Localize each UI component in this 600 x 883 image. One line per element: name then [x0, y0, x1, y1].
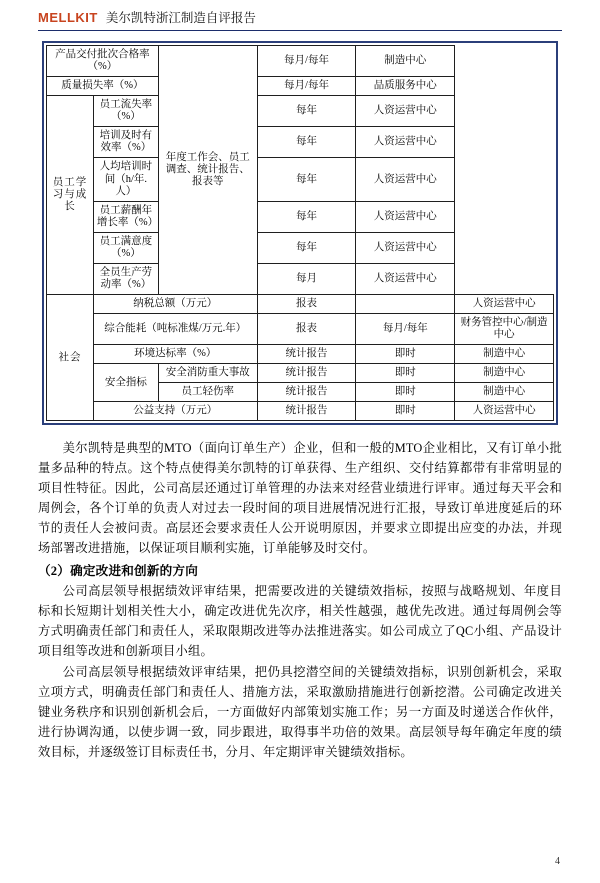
frequency: 每年 — [257, 201, 356, 232]
kpi-table — [46, 45, 554, 421]
indicator-name: 安全消防重大事故 — [158, 364, 257, 383]
indicator-name: 质量损失率（%） — [47, 77, 159, 96]
indicator-name: 员工薪酬年增长率（%） — [93, 201, 158, 232]
frequency: 每年 — [257, 96, 356, 127]
table-row — [47, 158, 554, 201]
indicator-name: 员工满意度（%） — [93, 232, 158, 263]
paragraph-mto: 美尔凯特是典型的MTO（面向订单生产）企业，但和一般的MTO企业相比，又有订单小批量多品种的特点。这个特点使得美尔凯特的订单获得、生产组织、交付结算都带有非常明显的项目性特征。因此，公司高层还通过订单管理的办法来对经营业绩进行评审。通过每天平会和周例会，各个订单的负责人对过去一段时间的项目进展情况进行汇报，导致订单进度延后的环节的责任人会被问责。高层还会要求责任人公开说明原因，并要求立即提出应变的办法，并现场部署改进措施，以保证项目顺利实施，订单能够及时交付。 — [38, 441, 562, 555]
data-source: 统计报告 — [257, 345, 356, 364]
department: 人资运营中心 — [455, 402, 554, 421]
frequency — [356, 295, 455, 314]
paragraph-innovation: 公司高层领导根据绩效评审结果，把仍具挖潜空间的关键绩效指标，识别创新机会，采取立项方式，明确责任部门和责任人、措施方法，采取激励措施进行创新挖潜。公司确定改进关键业务秩序和识别创新机会后，一方面做好内部策划实施工作；另一方面及时递送合作伙伴，进行协调沟通，以使步调一致，同步跟进，取得事半功倍的效果。高层领导每年确定年度的绩效目标，并逐级签订目标责任书，分月、年定期评审关键绩效指标。 — [38, 664, 562, 759]
department: 人资运营中心 — [356, 96, 455, 127]
indicator-name: 纳税总额（万元） — [93, 295, 257, 314]
indicator-name: 员工轻伤率 — [158, 383, 257, 402]
department: 制造中心 — [455, 383, 554, 402]
table-row — [47, 201, 554, 232]
frequency: 即时 — [356, 345, 455, 364]
frequency: 每月/每年 — [257, 46, 356, 77]
indicator-name: 综合能耗（吨标准煤/万元.年） — [93, 314, 257, 345]
table-row — [47, 295, 554, 314]
department: 制造中心 — [455, 345, 554, 364]
department: 人资运营中心 — [356, 158, 455, 201]
department: 人资运营中心 — [356, 127, 455, 158]
table-row — [47, 263, 554, 294]
indicator-name: 全员生产劳动率（%） — [93, 263, 158, 294]
frequency: 每年 — [257, 158, 356, 201]
document-header — [38, 0, 562, 31]
indicator-name: 人均培训时间（h/年.人） — [93, 158, 158, 201]
department: 人资运营中心 — [455, 295, 554, 314]
paragraph-improvement: 公司高层领导根据绩效评审结果，把需要改进的关键绩效指标，按照与战略规划、年度目标和长短期计划相关性大小，确定改进优先次序，相关性越强，越优先改进。通过每周例会等方式明确责任部门和责任人，采取限期改进等办法推进落实。如公司成立了QC小组、产品设计项目组等改进和创新项目小组。 — [38, 584, 562, 658]
frequency: 每年 — [257, 232, 356, 263]
table-row — [47, 77, 554, 96]
indicator-name: 公益支持（万元） — [93, 402, 257, 421]
page-number: 4 — [555, 856, 560, 867]
department: 财务管控中心/制造中心 — [455, 314, 554, 345]
table-row — [47, 402, 554, 421]
table-row — [47, 232, 554, 263]
data-source: 统计报告 — [257, 364, 356, 383]
kpi-table-container — [42, 41, 558, 425]
department: 品质服务中心 — [356, 77, 455, 96]
department: 人资运营中心 — [356, 201, 455, 232]
data-source: 报表 — [257, 295, 356, 314]
table-row — [47, 127, 554, 158]
frequency: 即时 — [356, 402, 455, 421]
indicator-name: 产品交付批次合格率（%） — [47, 46, 159, 77]
frequency: 即时 — [356, 383, 455, 402]
table-row — [47, 314, 554, 345]
frequency: 即时 — [356, 364, 455, 383]
section-heading: （2）确定改进和创新的方向 — [38, 563, 199, 578]
indicator-name: 环境达标率（%） — [93, 345, 257, 364]
frequency: 每月/每年 — [356, 314, 455, 345]
frequency: 每月/每年 — [257, 77, 356, 96]
brand-logo: MELLKIT — [38, 10, 98, 25]
document-title: 美尔凯特浙江制造自评报告 — [105, 11, 256, 25]
department: 制造中心 — [356, 46, 455, 77]
table-row — [47, 364, 554, 383]
frequency: 每月 — [257, 263, 356, 294]
table-row — [47, 345, 554, 364]
data-source: 年度工作会、员工调查、统计报告、报表等 — [158, 46, 257, 295]
kpi-table-body — [47, 46, 554, 421]
category-label: 员工学习与成长 — [47, 96, 94, 295]
department: 制造中心 — [455, 364, 554, 383]
category-label: 社会 — [47, 295, 94, 421]
data-source: 报表 — [257, 314, 356, 345]
indicator-name: 培训及时有效率（%） — [93, 127, 158, 158]
indicator-name: 员工流失率（%） — [93, 96, 158, 127]
data-source: 统计报告 — [257, 383, 356, 402]
subcategory-label: 安全指标 — [93, 364, 158, 402]
department: 人资运营中心 — [356, 263, 455, 294]
frequency: 每年 — [257, 127, 356, 158]
department: 人资运营中心 — [356, 232, 455, 263]
table-row — [47, 46, 554, 77]
table-row — [47, 96, 554, 127]
data-source: 统计报告 — [257, 402, 356, 421]
